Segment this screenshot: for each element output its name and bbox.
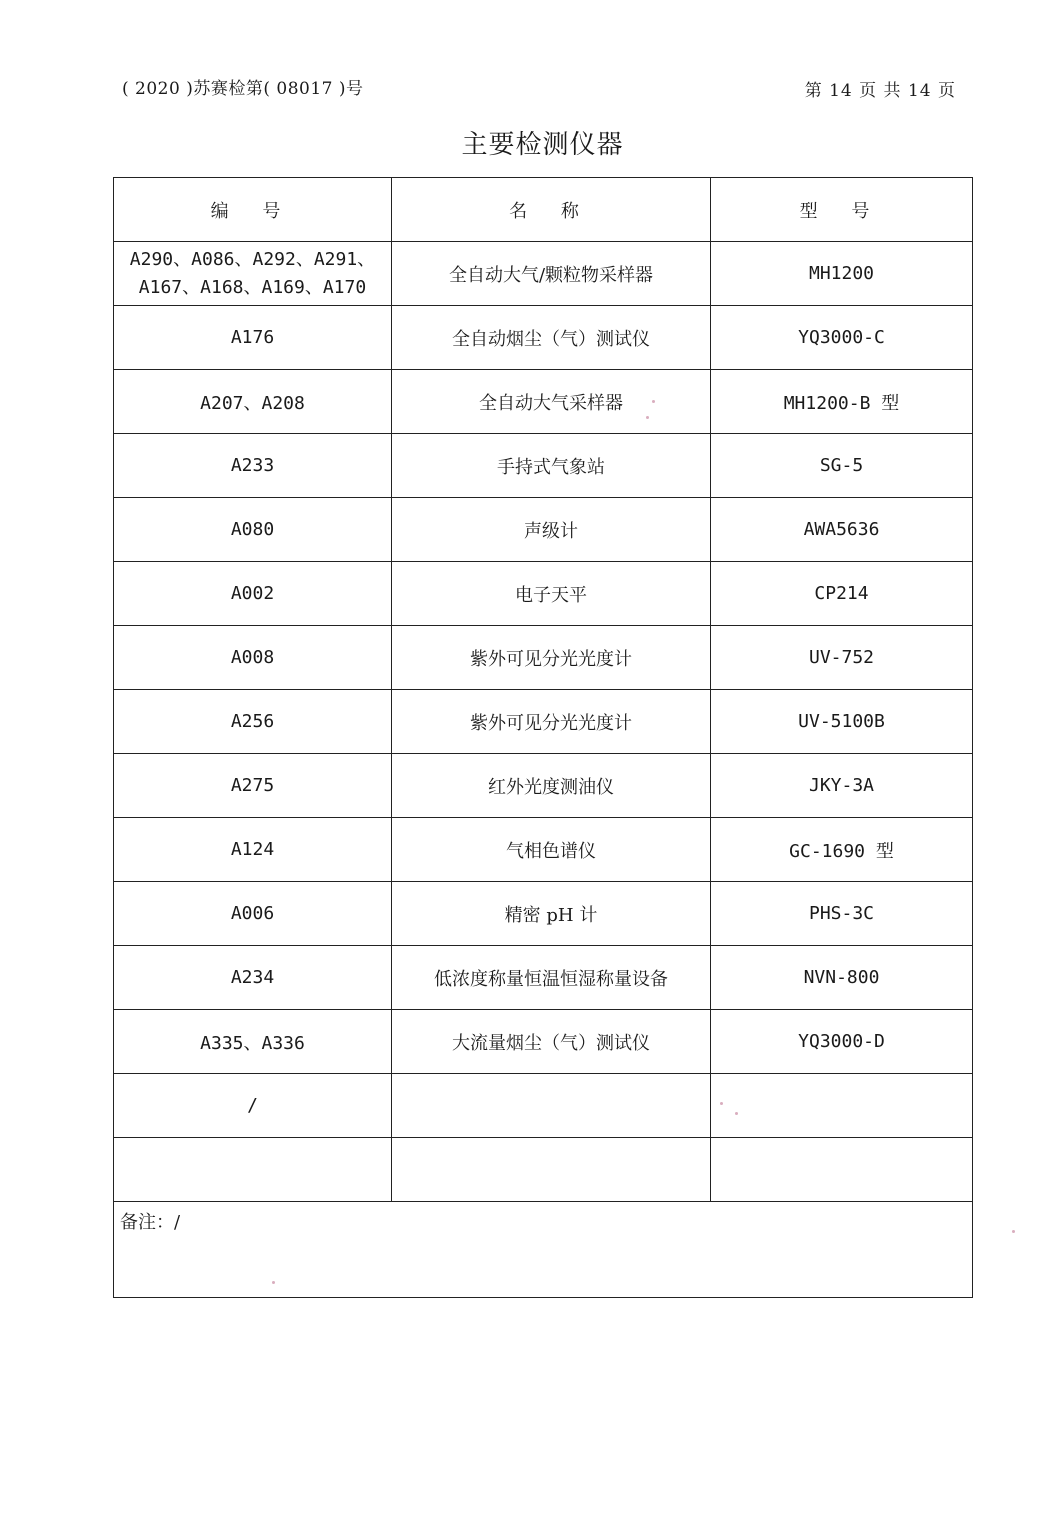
cell-code: A002: [114, 562, 392, 626]
cell-code: [114, 1138, 392, 1202]
table-row: [114, 946, 973, 1010]
column-header-model: 型 号: [711, 178, 973, 242]
cell-name: 电子天平: [392, 562, 711, 626]
cell-model: UV-752: [711, 626, 973, 690]
cell-code: A256: [114, 690, 392, 754]
scan-speck: [1012, 1230, 1015, 1233]
cell-model: GC-1690 型: [711, 818, 973, 882]
cell-name: 紫外可见分光光度计: [392, 690, 711, 754]
scan-speck: [720, 1102, 723, 1105]
cell-model: [711, 1074, 973, 1138]
cell-name: 全自动大气采样器: [392, 370, 711, 434]
cell-model: MH1200-B 型: [711, 370, 973, 434]
cell-model: YQ3000-D: [711, 1010, 973, 1074]
table-row: [114, 818, 973, 882]
cell-model: JKY-3A: [711, 754, 973, 818]
cell-model: UV-5100B: [711, 690, 973, 754]
cell-model: PHS-3C: [711, 882, 973, 946]
column-header-name: 名 称: [392, 178, 711, 242]
cell-model: [711, 1138, 973, 1202]
cell-name: 大流量烟尘（气）测试仪: [392, 1010, 711, 1074]
cell-name: 精密 pH 计: [392, 882, 711, 946]
cell-model: MH1200: [711, 242, 973, 306]
table-row: [114, 690, 973, 754]
scan-speck: [646, 416, 649, 419]
table-row: [114, 434, 973, 498]
page-info: 第 14 页 共 14 页: [804, 81, 956, 101]
cell-name: 全自动烟尘（气）测试仪: [392, 306, 711, 370]
cell-code: A335、A336: [114, 1010, 392, 1074]
column-header-code: 编 号: [114, 178, 392, 242]
cell-code: A008: [114, 626, 392, 690]
remark-cell: 备注：/: [114, 1202, 973, 1298]
cell-name: [392, 1138, 711, 1202]
cell-name: 红外光度测油仪: [392, 754, 711, 818]
remark-row: [114, 1202, 973, 1298]
table-row: [114, 370, 973, 434]
cell-code: A290、A086、A292、A291、A167、A168、A169、A170: [114, 242, 392, 306]
table-header-row: [114, 178, 973, 242]
table-row: [114, 306, 973, 370]
cell-name: 紫外可见分光光度计: [392, 626, 711, 690]
cell-code: A275: [114, 754, 392, 818]
scan-speck: [735, 1112, 738, 1115]
cell-code: A234: [114, 946, 392, 1010]
cell-model: NVN-800: [711, 946, 973, 1010]
cell-name: 声级计: [392, 498, 711, 562]
table-row: [114, 242, 973, 306]
cell-code: A207、A208: [114, 370, 392, 434]
table-row: [114, 562, 973, 626]
scan-speck: [652, 400, 655, 403]
cell-name: 手持式气象站: [392, 434, 711, 498]
cell-model: AWA5636: [711, 498, 973, 562]
scan-speck: [272, 1281, 275, 1284]
cell-code: A233: [114, 434, 392, 498]
table-row: [114, 1010, 973, 1074]
cell-code: A176: [114, 306, 392, 370]
table-row: [114, 1074, 973, 1138]
report-number: ( 2020 )苏赛检第( 08017 )号: [122, 79, 364, 99]
cell-model: YQ3000-C: [711, 306, 973, 370]
table-row: [114, 1138, 973, 1202]
cell-name: [392, 1074, 711, 1138]
cell-name: 全自动大气/颗粒物采样器: [392, 242, 711, 306]
cell-model: CP214: [711, 562, 973, 626]
table-row: [114, 754, 973, 818]
cell-model: SG-5: [711, 434, 973, 498]
table-row: [114, 626, 973, 690]
cell-code: A006: [114, 882, 392, 946]
cell-code: /: [114, 1074, 392, 1138]
page-title: 主要检测仪器: [461, 130, 624, 160]
cell-name: 气相色谱仪: [392, 818, 711, 882]
cell-code: A080: [114, 498, 392, 562]
instrument-table: [113, 177, 973, 1298]
cell-name: 低浓度称量恒温恒湿称量设备: [392, 946, 711, 1010]
table-row: [114, 882, 973, 946]
cell-code: A124: [114, 818, 392, 882]
table-row: [114, 498, 973, 562]
